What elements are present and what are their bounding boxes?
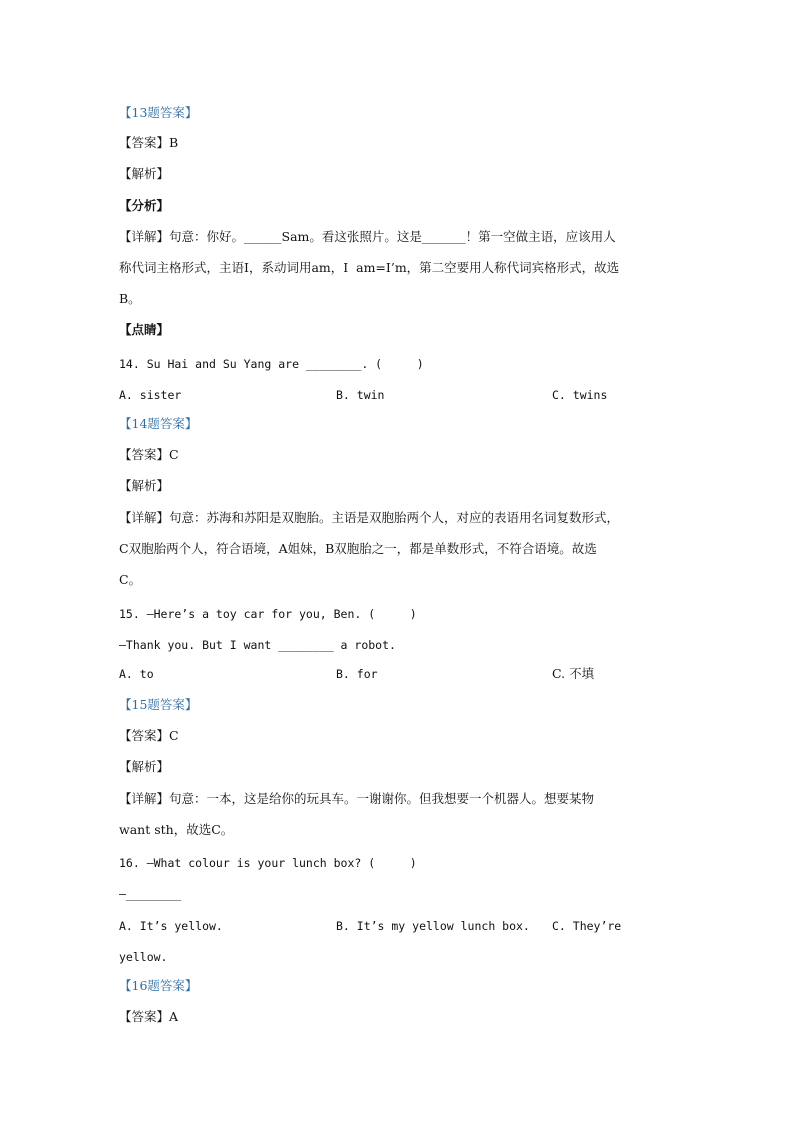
q13-detail-line-1: 【详解】句意：你好。______Sam。看这张照片。这是_______！第一空做主语，应该用人 — [119, 229, 616, 244]
q14-detail-line-2: C双胞胎两个人，符合语境，A姐妹，B双胞胎之一，都是单数形式，不符合语境。故选 — [119, 541, 597, 556]
q14-answer: 【答案】C — [119, 447, 179, 462]
q15-detail-line-2: want sth，故选C。 — [119, 822, 234, 837]
q15-analysis-label: 【解析】 — [119, 759, 170, 774]
q15-question-line-2: —Thank you. But I want ________ a robot. — [119, 638, 396, 652]
q16-question-line-1: 16. —What colour is your lunch box? ( ) — [119, 856, 417, 870]
q13-detail-line-2: 称代词主格形式，主语I，系动词用am，I am=I’m，第二空要用人称代词宾格形式，故选 — [119, 260, 620, 275]
q16-option-c: C. They’re — [552, 919, 622, 933]
q13-detail-line-3: B。 — [119, 291, 141, 306]
q13-answer: 【答案】B — [119, 135, 179, 150]
q13-analysis-label: 【解析】 — [119, 166, 170, 181]
q15-answer: 【答案】C — [119, 728, 179, 743]
q14-question: 14. Su Hai and Su Yang are ________. ( ) — [119, 357, 424, 371]
q13-fenxi-label: 【分析】 — [119, 198, 170, 213]
q14-answer-header: 【14题答案】 — [119, 416, 198, 431]
q15-detail-line-1: 【详解】句意：一本，这是给你的玩具车。一谢谢你。但我想要一个机器人。想要某物 — [119, 791, 595, 806]
q14-option-a: A. sister — [119, 388, 182, 402]
q16-question-line-2: —________ — [119, 887, 182, 901]
q15-answer-header: 【15题答案】 — [119, 697, 198, 712]
q14-option-c: C. twins — [552, 388, 608, 402]
q14-detail-line-3: C。 — [119, 572, 142, 587]
q16-option-a: A. It’s yellow. — [119, 919, 223, 933]
q13-answer-header: 【13题答案】 — [119, 105, 198, 120]
q14-detail-line-1: 【详解】句意：苏海和苏阳是双胞胎。主语是双胞胎两个人，对应的表语用名词复数形式， — [119, 510, 620, 525]
q16-option-c-continued: yellow. — [119, 950, 168, 964]
q13-dianjing-label: 【点睛】 — [119, 322, 170, 337]
q15-option-c: C. 不填 — [552, 666, 595, 681]
q15-option-b: B. for — [336, 667, 378, 681]
q15-option-a: A. to — [119, 667, 154, 681]
q14-analysis-label: 【解析】 — [119, 478, 170, 493]
q16-answer-header: 【16题答案】 — [119, 978, 198, 993]
q15-question-line-1: 15. —Here’s a toy car for you, Ben. ( ) — [119, 607, 417, 621]
q14-option-b: B. twin — [336, 388, 385, 402]
q16-answer: 【答案】A — [119, 1009, 179, 1024]
q16-option-b: B. It’s my yellow lunch box. — [336, 919, 530, 933]
